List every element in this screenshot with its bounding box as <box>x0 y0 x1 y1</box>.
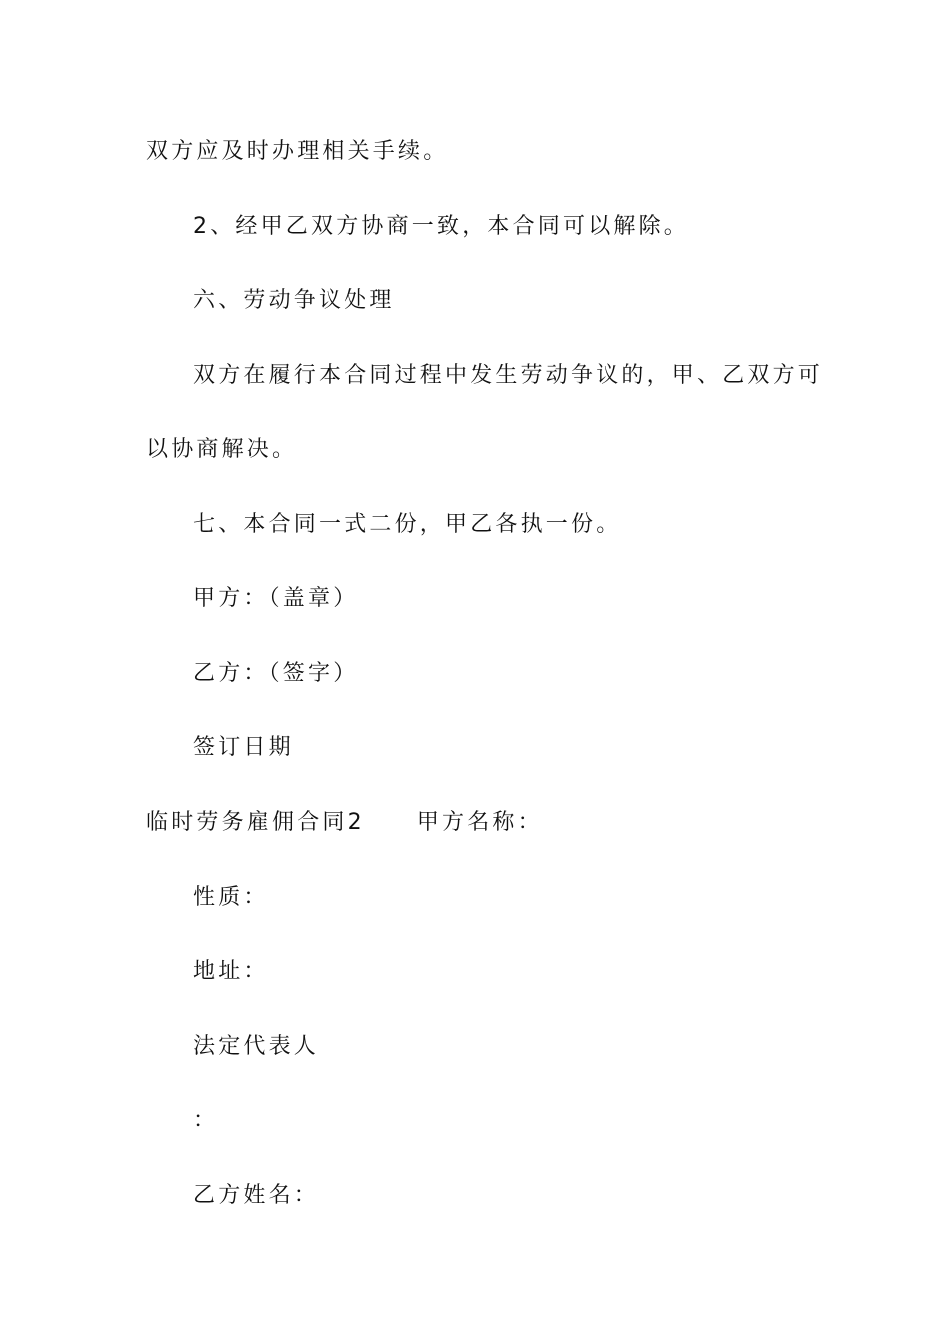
address-label: 地址： <box>193 959 269 984</box>
party-a-seal-line: 甲方：（盖章） <box>193 586 359 611</box>
paragraph-line: 2、经甲乙双方协商一致，本合同可以解除。 <box>193 214 689 239</box>
party-b-sign-line: 乙方：（签字） <box>193 661 359 686</box>
section-heading: 六、劳动争议处理 <box>193 288 395 313</box>
paragraph-line: 七、本合同一式二份，甲乙各执一份。 <box>193 512 622 537</box>
party-a-name-label: 甲方名称： <box>416 810 543 835</box>
legal-representative-label: 法定代表人 <box>193 1034 320 1059</box>
paragraph-line: 以协商解决。 <box>146 437 298 462</box>
contract-title: 临时劳务雇佣合同2 <box>146 810 365 835</box>
contract-title-line <box>146 808 543 838</box>
party-b-name-label: 乙方姓名： <box>193 1183 320 1208</box>
signing-date-line: 签订日期 <box>193 735 294 760</box>
nature-label: 性质： <box>193 885 269 910</box>
paragraph-line: 双方应及时办理相关手续。 <box>146 139 449 164</box>
paragraph-line: 双方在履行本合同过程中发生劳动争议的，甲、乙双方可 <box>193 363 824 388</box>
colon-line: ： <box>193 1108 219 1133</box>
